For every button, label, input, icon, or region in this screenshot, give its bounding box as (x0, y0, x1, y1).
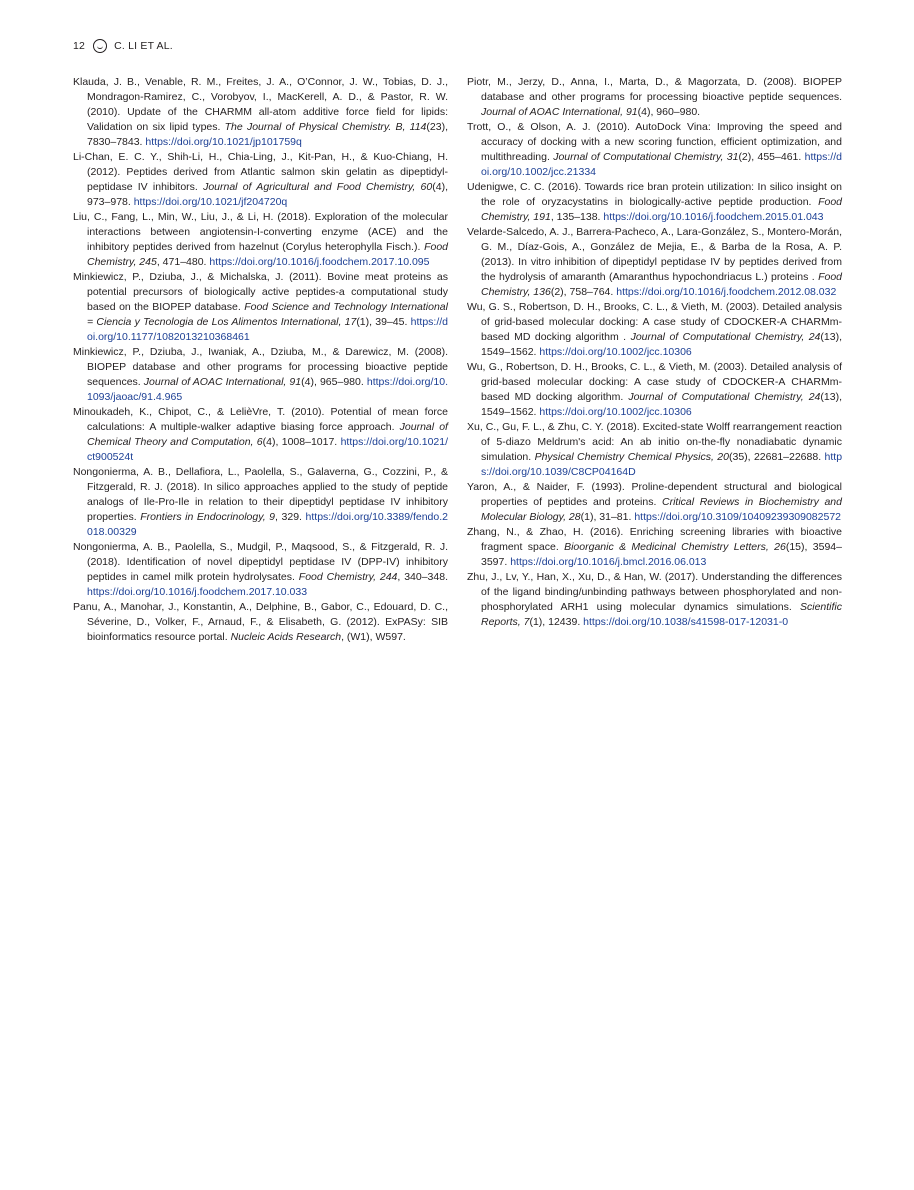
reference-entry: Wu, G. S., Robertson, D. H., Brooks, C. L., & Vieth, M. (2003). Detailed analysis of grid-based molecular docking: A case study of CDOCKER-A CHARMm-based MD docking algorithm . Journal of Computational Chemistry, 24(13), 1549–1562. https://doi.org/10.1002/jcc.10306 (467, 301, 842, 358)
doi-link[interactable]: https://doi.org/10.1177/1082013210368461 (87, 316, 448, 343)
doi-link[interactable]: https://doi.org/10.1021/jp101759q (145, 136, 302, 148)
doi-link[interactable]: https://doi.org/10.1016/j.foodchem.2015.01.043 (603, 211, 824, 223)
doi-link[interactable]: https://doi.org/10.1016/j.foodchem.2017.10.095 (209, 256, 430, 268)
reference-entry: Zhang, N., & Zhao, H. (2016). Enriching screening libraries with bioactive fragment space. Bioorganic & Medicinal Chemistry Letters, 26(15), 3594–3597. https://doi.org/10.1016/j.bmcl.2016.06.013 (467, 526, 842, 568)
reference-entry: Liu, C., Fang, L., Min, W., Liu, J., & Li, H. (2018). Exploration of the molecular interactions between angiotensin-I-converting enzyme (ACE) and the inhibitory peptides derived from hazelnut (Corylus heterophylla Fisch.). Food Chemistry, 245, 471–480. https://doi.org/10.1016/j.foodchem.2017.10.095 (73, 211, 448, 268)
reference-entry: Trott, O., & Olson, A. J. (2010). AutoDock Vina: Improving the speed and accuracy of docking with a new scoring function, efficient optimization, and multithreading. Journal of Computational Chemistry, 31(2), 455–461. https://doi.org/10.1002/jcc.21334 (467, 121, 842, 178)
doi-link[interactable]: https://doi.org/10.1039/C8CP04164D (481, 451, 843, 478)
reference-entry: Klauda, J. B., Venable, R. M., Freites, J. A., O’Connor, J. W., Tobias, D. J., Mondragon-Ramirez, C., Vorobyov, I., MacKerell, A. D., & Pastor, R. W. (2010). Update of the CHARMM all-atom additive force field for lipids: Validation on six lipid types. The Journal of Physical Chemistry. B, 114(23), 7830–7843. https://doi.org/10.1021/jp101759q (73, 76, 448, 148)
doi-link[interactable]: https://doi.org/10.3109/10409239309082572 (634, 511, 841, 523)
references-right-column (467, 75, 842, 630)
reference-entry: Xu, C., Gu, F. L., & Zhu, C. Y. (2018). Excited-state Wolff rearrangement reaction of 5-diazo Meldrum's acid: An ab initio on-the-fly nonadiabatic dynamic simulation. Physical Chemistry Chemical Physics, 20(35), 22681–22688. https://doi.org/10.1039/C8CP04164D (467, 421, 843, 478)
references-left-column (73, 75, 448, 645)
doi-link[interactable]: https://doi.org/10.1021/ct900524t (87, 436, 449, 463)
doi-link[interactable]: https://doi.org/10.1016/j.bmcl.2016.06.013 (510, 556, 707, 568)
doi-link[interactable]: https://doi.org/10.3389/fendo.2018.00329 (87, 511, 448, 538)
doi-link[interactable]: https://doi.org/10.1038/s41598-017-12031-0 (583, 616, 789, 628)
doi-link[interactable]: https://doi.org/10.1021/jf204720q (133, 196, 288, 208)
reference-entry: Wu, G., Robertson, D. H., Brooks, C. L., & Vieth, M. (2003). Detailed analysis of grid-based molecular docking: A case study of CDOCKER-A CHARMm-based MD docking algorithm. Journal of Computational Chemistry, 24(13), 1549–1562. https://doi.org/10.1002/jcc.10306 (467, 361, 842, 418)
doi-link[interactable]: https://doi.org/10.1002/jcc.10306 (539, 406, 692, 418)
reference-entry: Li-Chan, E. C. Y., Shih-Li, H., Chia-Ling, J., Kit-Pan, H., & Kuo-Chiang, H. (2012). Peptides derived from Atlantic salmon skin gelatin as dipeptidyl-peptidase IV inhibitors. Journal of Agricultural and Food Chemistry, 60(4), 973–978. https://doi.org/10.1021/jf204720q (73, 151, 448, 208)
reference-entry: Panu, A., Manohar, J., Konstantin, A., Delphine, B., Gabor, C., Edouard, D. C., Séverine, D., Volker, F., Arnaud, F., & Elisabeth, G. (2012). ExPASy: SIB bioinformatics resource portal. Nucleic Acids Research, (W1), W597. (73, 601, 448, 643)
reference-entry: Minoukadeh, K., Chipot, C., & LelièVre, T. (2010). Potential of mean force calculations: A multiple-walker adaptive biasing force approach. Journal of Chemical Theory and Computation, 6(4), 1008–1017. https://doi.org/10.1021/ct900524t (73, 406, 449, 463)
reference-entry: Piotr, M., Jerzy, D., Anna, I., Marta, D., & Magorzata, D. (2008). BIOPEP database and other programs for processing bioactive peptide sequences. Journal of AOAC International, 91(4), 960–980. (467, 76, 842, 118)
doi-link[interactable]: https://doi.org/10.1093/jaoac/91.4.965 (87, 376, 448, 403)
reference-entry: Velarde-Salcedo, A. J., Barrera-Pacheco, A., Lara-González, S., Montero-Morán, G. M., Díaz-Gois, A., González de Mejia, E., & Barba de la Rosa, A. P. (2013). In vitro inhibition of dipeptidyl peptidase IV by peptides derived from the hydrolysis of amaranth (Amaranthus hypochondriacus L.) proteins . Food Chemistry, 136(2), 758–764. https://doi.org/10.1016/j.foodchem.2012.08.032 (467, 226, 842, 298)
reference-entry: Minkiewicz, P., Dziuba, J., & Michalska, J. (2011). Bovine meat proteins as potential precursors of biologically active peptides-a computational study based on the BIOPEP database. Food Science and Technology International = Ciencia y Tecnologia de Los Alimentos International, 17(1), 39–45. https://doi.org/10.1177/1082013210368461 (73, 271, 448, 343)
doi-link[interactable]: https://doi.org/10.1002/jcc.10306 (539, 346, 692, 358)
reference-entry: Zhu, J., Lv, Y., Han, X., Xu, D., & Han, W. (2017). Understanding the differences of the ligand binding/unbinding pathways between phosphorylated and non-phosphorylated ARH1 using molecular dynamics simulations. Scientific Reports, 7(1), 12439. https://doi.org/10.1038/s41598-017-12031-0 (467, 571, 842, 628)
page-number: 12 (73, 40, 86, 52)
doi-link[interactable]: https://doi.org/10.1016/j.foodchem.2017.10.033 (87, 586, 308, 598)
reference-entry: Nongonierma, A. B., Paolella, S., Mudgil, P., Maqsood, S., & Fitzgerald, R. J. (2018). Identification of novel dipeptidyl peptidase IV (DPP-IV) inhibitory peptides in camel milk protein hydrolysates. Food Chemistry, 244, 340–348. https://doi.org/10.1016/j.foodchem.2017.10.033 (73, 541, 448, 598)
running-header (73, 38, 173, 54)
reference-entry: Nongonierma, A. B., Dellafiora, L., Paolella, S., Galaverna, G., Cozzini, P., & Fitzgerald, R. J. (2018). In silico approaches applied to the study of peptide analogs of Ile-Pro-Ile in relation to their dipeptidyl peptidase IV inhibitory properties. Frontiers in Endocrinology, 9, 329. https://doi.org/10.3389/fendo.2018.00329 (73, 466, 448, 538)
reference-entry: Minkiewicz, P., Dziuba, J., Iwaniak, A., Dziuba, M., & Darewicz, M. (2008). BIOPEP database and other programs for processing bioactive peptide sequences. Journal of AOAC International, 91(4), 965–980. https://doi.org/10.1093/jaoac/91.4.965 (73, 346, 448, 403)
publisher-logo-icon (93, 39, 107, 53)
doi-link[interactable]: https://doi.org/10.1016/j.foodchem.2012.08.032 (616, 286, 837, 298)
doi-link[interactable]: https://doi.org/10.1002/jcc.21334 (481, 151, 842, 178)
running-head-authors: C. LI ET AL. (114, 40, 173, 52)
reference-entry: Yaron, A., & Naider, F. (1993). Proline-dependent structural and biological properties of peptides and proteins. Critical Reviews in Biochemistry and Molecular Biology, 28(1), 31–81. https://doi.org/10.3109/10409239309082572 (467, 481, 842, 523)
reference-entry: Udenigwe, C. C. (2016). Towards rice bran protein utilization: In silico insight on the role of oryzacystatins in biologically-active peptide production. Food Chemistry, 191, 135–138. https://doi.org/10.1016/j.foodchem.2015.01.043 (467, 181, 842, 223)
